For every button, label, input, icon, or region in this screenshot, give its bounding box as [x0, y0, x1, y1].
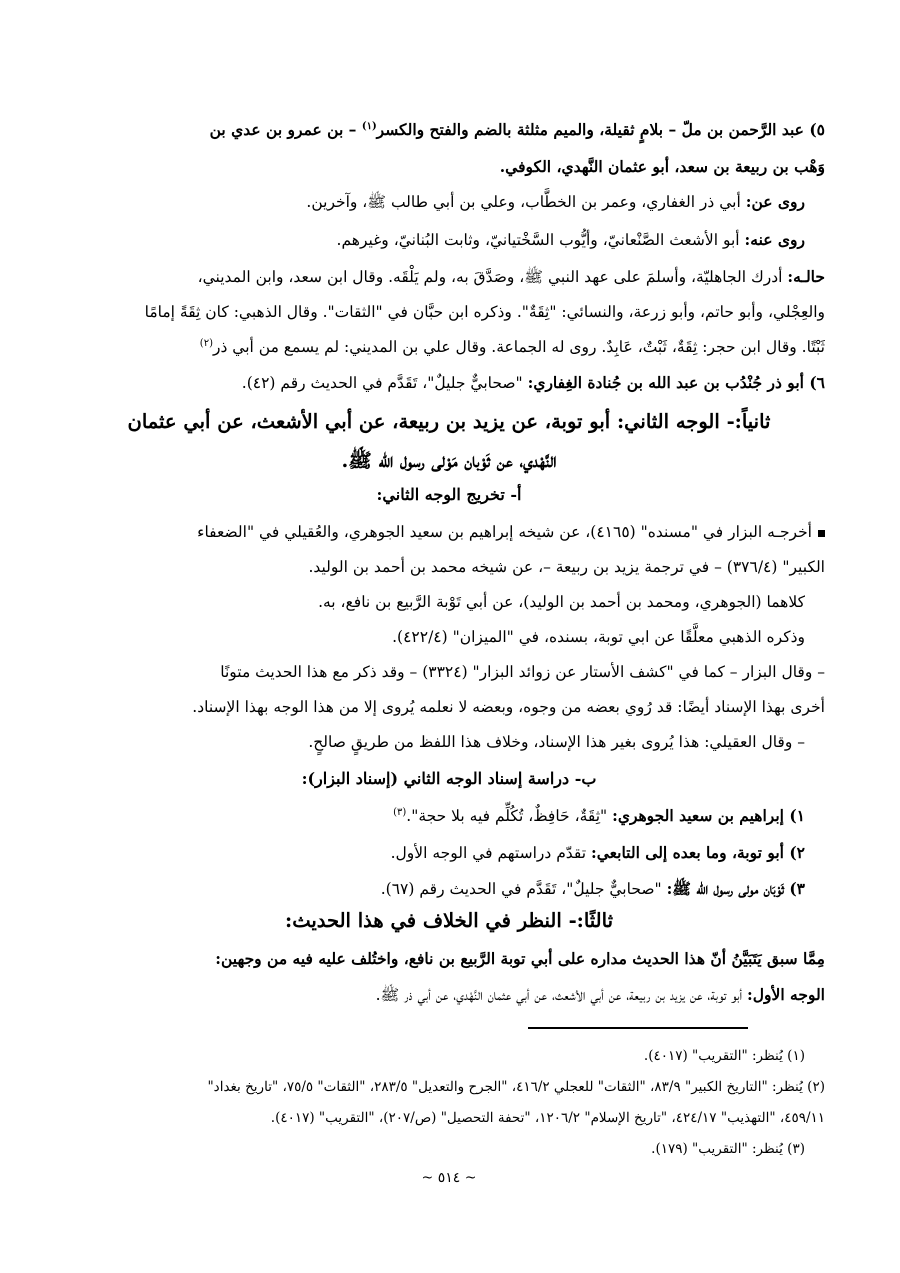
page-number: ~ ٥١٤ ~ — [421, 1170, 477, 1186]
entry6-text: "صحابيٌّ جليلٌ"، تَقَدَّم في الحديث رقم (٤٢). — [241, 374, 528, 392]
hal-line1 — [73, 262, 825, 292]
footnote-ref-3: (٣) — [393, 806, 407, 818]
takhrij-line3: كلاهما (الجوهري، ومحمد بن أحمد بن الوليد)، عن أبي تَوْبة الرَّبيع بن نافع، به. — [318, 593, 805, 611]
section2-heading-line2: النَّهْدي، عن ثَوْبان مَوْلى رسول الله ﷺ. — [341, 449, 557, 472]
rawi3-label: ٣) ثَوْبَان مولى رسول الله ﷺ: — [666, 879, 805, 898]
rawi2-line — [73, 838, 805, 868]
qal-line3: – وقال العقيلي: هذا يُروى بغير هذا الإسناد، وخلاف هذا اللفظ من طريقٍ صالحٍ. — [308, 733, 805, 751]
footnote-3: (٣) يُنظر: "التقريب" (١٧٩). — [651, 1141, 805, 1157]
footnote-1: (١) يُنظر: "التقريب" (٤٠١٧). — [643, 1048, 805, 1064]
entry6-label: ٦) أبو ذر جُنْدُب بن عبد الله بن جُنادة الغِفاري: — [527, 373, 825, 392]
section3-heading: ثالثًا:- النظر في الخلاف في هذا الحديث: — [285, 909, 613, 932]
section3-line1: مِمَّا سبق يَتَبَيَّنُ أنّ هذا الحديث مداره على أبي توبة الرَّبيع بن نافع، واختُلف عليه فيه من وجهين: — [215, 949, 825, 968]
rawi3-text: "صحابيٌّ جليلٌ"، تَقَدَّم في الحديث رقم (٦٧). — [380, 880, 667, 898]
hal-text3: ثَبْتًا. وقال ابن حجر: ثِقَةٌ، ثَبْتٌ، عَابِدٌ. روى له الجماعة. وقال علي بن المديني: لم يسمع من أبي ذر — [212, 338, 825, 356]
section2-sub-a: أ- تخريج الوجه الثاني: — [376, 485, 522, 504]
wajh1-label: الوجه الأول: — [747, 985, 825, 1004]
section2-heading-line1: ثانياً:- الوجه الثاني: أبو توبة، عن يزيد بن ربيعة، عن أبي الأشعث، عن أبي عثمان — [127, 410, 771, 433]
rawa-an-text: أبي ذر الغفاري، وعمر بن الخطَّاب، وعلي بن أبي طالب ﷺ، وآخرين. — [306, 193, 746, 211]
rawa-anhu-line — [73, 225, 805, 255]
takhrij-line4: وذكره الذهبي معلَّقًا عن ابي توبة، بسنده، في "الميزان" (٤٢٢/٤). — [392, 628, 805, 646]
section2-sub-b: ب- دراسة إسناد الوجه الثاني (إسناد البزار): — [301, 769, 597, 788]
entry5-line1 — [73, 115, 825, 145]
rawi1-label: ١) إبراهيم بن سعيد الجوهري: — [612, 806, 805, 825]
rawa-an-label: روى عن: — [745, 192, 805, 211]
entry5-line1-text: ٥) عبد الرَّحمن بن ملّ – بلامٍ ثقيلة، والميم مثلثة بالضم والفتح والكسر — [376, 120, 825, 139]
footnote-2-line1: (٢) يُنظر: "التاريخ الكبير" ٨٣/٩، "الثقات" للعجلي ٤١٦/٢، "الجرح والتعديل" ٢٨٣/٥، "الثقات" ٧٥/٥، "تاريخ بغداد" — [207, 1079, 825, 1095]
takhrij-line1 — [73, 517, 825, 547]
rawi2-label: ٢) أبو توبة، وما بعده إلى التابعي: — [591, 843, 805, 862]
wajh1-text: أبو توبة، عن يزيد بن ربيعة، عن أبي الأشعث، عن أبي عثمان النَّهْدي، عن أبي ذر ﷺ. — [375, 986, 748, 1004]
hal-label: حالـه: — [787, 267, 825, 286]
wajh1-line — [73, 980, 825, 1010]
footnote-ref-1: (١) — [361, 120, 377, 132]
hal-line2: والعِجْلي، وأبو حاتم، وأبو زرعة، والنسائي: "ثِقَةٌ". وذكره ابن حبَّان في "الثقات". وقال الذهبي: كان ثِقَةً إمامًا — [144, 303, 825, 321]
qal-line2: أخرى بهذا الإسناد أيضًا: قد رُوي بعضه من وجوه، وبعضه لا نعلمه يُروى إلا من هذا الوجه بهذا الإسناد. — [192, 698, 825, 716]
hal-line3 — [73, 332, 825, 362]
entry5-line1-end: – بن عمرو بن عدي بن — [209, 120, 362, 139]
takhrij-text1: أخرجـه البزار في "مسنده" (٤١٦٥)، عن شيخه إبراهيم بن سعيد الجوهري، والعُقيلي في "الضعفاء — [197, 523, 812, 541]
footnote-separator — [528, 1027, 748, 1029]
takhrij-line2: الكبير" (٣٧٦/٤) – في ترجمة يزيد بن ربيعة –، عن شيخه محمد بن أحمد بن الوليد. — [308, 558, 825, 576]
entry6-line — [73, 368, 825, 398]
hal-text1: أدرك الجاهليّة، وأسلمَ على عهد النبي ﷺ، وصَدَّقَ به، ولم يَلْقَه. وقال ابن سعد، وابن المديني، — [197, 268, 788, 286]
rawa-anhu-label: روى عنه: — [744, 230, 805, 249]
entry5-line2: وَهْب بن ربيعة بن سعد، أبو عثمان النَّهدي، الكوفي. — [499, 157, 825, 176]
rawa-an-line — [73, 187, 805, 217]
rawi1-text: "ثِقَةٌ، حَافِظٌ، تُكُلِّم فيه بلا حجة". — [406, 807, 613, 825]
rawi2-text: تقدّم دراستهم في الوجه الأول. — [390, 844, 592, 862]
rawa-anhu-text: أبو الأشعث الصَّنْعانيّ، وأيُّوب السَّخْتيانيّ، وثابت البُنانيّ، وغيرهم. — [336, 231, 745, 249]
qal-line1: – وقال البزار – كما في "كشف الأستار عن زوائد البزار" (٣٣٢٤) – وقد ذكر مع هذا الحديث متونًا — [220, 663, 825, 681]
footnote-2-line2: ٤٥٩/١١، "التهذيب" ٤٢٤/١٧، "تاريخ الإسلام" ١٢٠٦/٢، "تحفة التحصيل" (ص/٢٠٧)، "التقريب" (٤٠١٧). — [270, 1110, 825, 1126]
footnote-ref-2: (٢) — [199, 337, 213, 349]
bullet-square-icon — [818, 530, 825, 537]
rawi1-line — [73, 801, 805, 831]
